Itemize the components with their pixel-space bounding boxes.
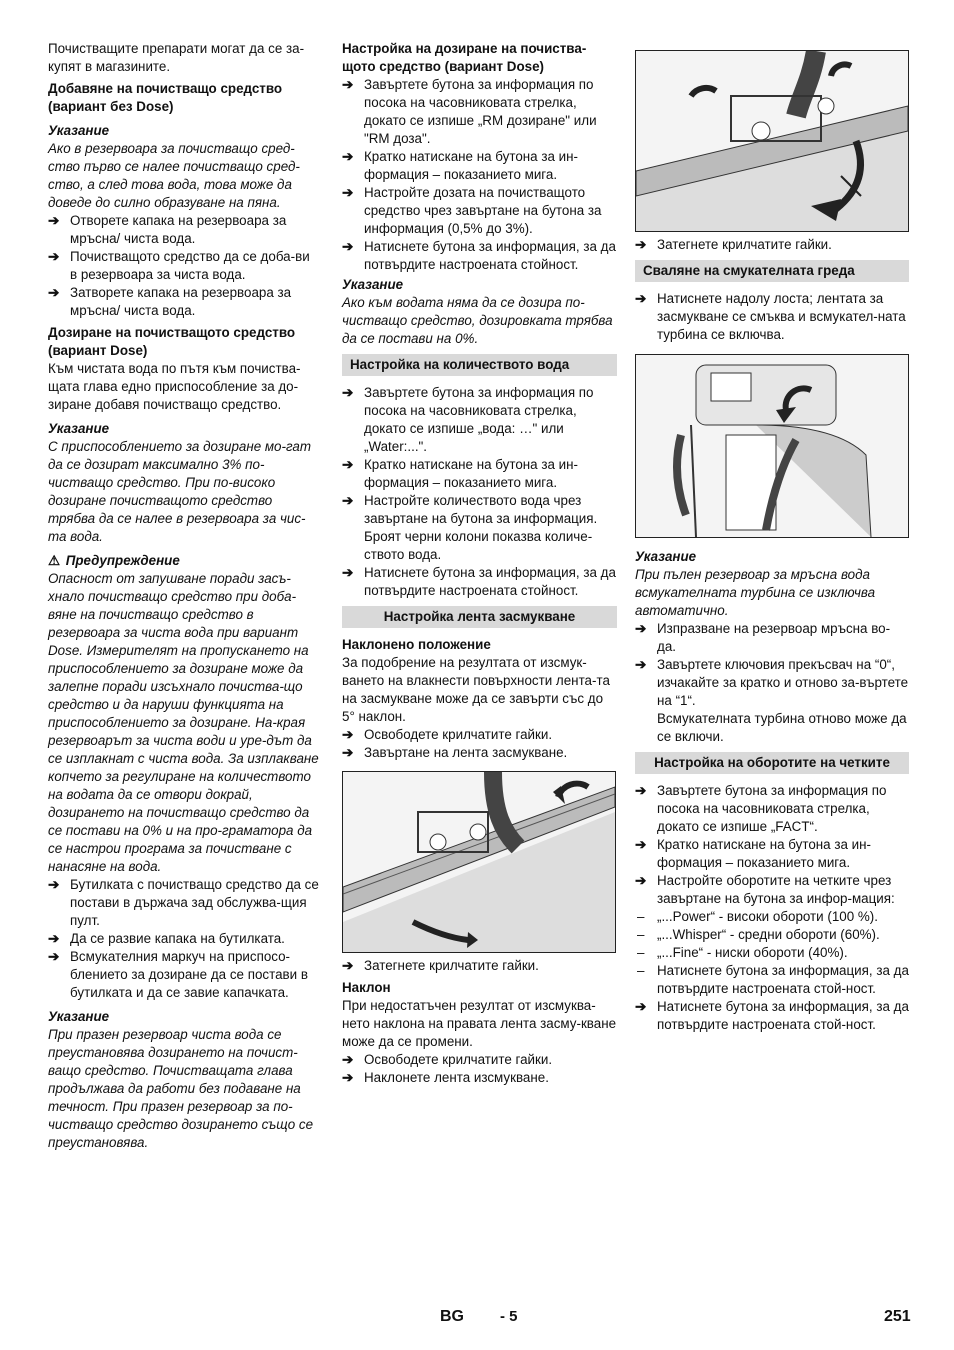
dash-item: – „...Fine“ - ниски обороти (40%). [637, 945, 848, 960]
step: ➔ Всмукателния маркуч на приспосо-блението за дозиране да се постави в бутилката и да се завие капачката. [48, 949, 308, 1000]
dash-item: – Натиснете бутона за информация, за да потвърдите настроената стой-ност. [637, 963, 909, 996]
dash-icon: – [637, 909, 645, 924]
arrow-icon: ➔ [635, 621, 647, 636]
step: ➔ Натиснете бутона за информация, за да потвърдите настроената стой-ност. [635, 999, 909, 1032]
heading-inclined: Наклонено положение [342, 637, 491, 652]
arrow-icon: ➔ [48, 213, 60, 228]
arrow-icon: ➔ [635, 657, 647, 672]
step: ➔ Завъртете ключовия прекъсвач на “0“, изчакайте за кратко и отново за-въртете на “1“. [635, 657, 909, 708]
arrow-icon: ➔ [342, 185, 354, 200]
after-text: Всмукателната турбина отново може да се включи. [657, 711, 907, 744]
step: ➔ Почистващото средство да се доба-ви в резервоара за чиста вода. [48, 249, 310, 282]
warning-icon: ⚠ [48, 553, 61, 568]
arrow-icon: ➔ [342, 1070, 354, 1085]
arrow-icon: ➔ [342, 727, 354, 742]
dash-item: – „...Power“ - високи обороти (100 %). [637, 909, 878, 924]
step: ➔ Натиснете бутона за информация, за да потвърдите настроената стойност. [342, 239, 616, 272]
note-label: Указание [48, 123, 110, 138]
column-2 [342, 40, 617, 1087]
arrow-icon: ➔ [48, 877, 60, 892]
warning-heading: ⚠ Предупреждение [48, 553, 180, 568]
arrow-icon: ➔ [342, 565, 354, 580]
arrow-icon: ➔ [635, 999, 647, 1014]
step: ➔ Настройте оборотите на четките чрез завъртане на бутона за инфор-мация: [635, 873, 895, 906]
step: ➔ Настройте дозата на почистващото средство чрез завъртане на бутона за информация (0,5% до 3%). [342, 185, 602, 236]
arrow-icon: ➔ [342, 149, 354, 164]
step: ➔ Завъртете бутона за информация по посока на часовниковата стрелка, докато се изпише „RM дозиране" или "RM доза". [342, 77, 597, 146]
step: ➔ Освободете крилчатите гайки. [342, 1052, 553, 1067]
arrow-icon: ➔ [342, 493, 354, 508]
step: ➔ Завъртете бутона за информация по посока на часовниковата стрелка, докато се изпише „FACT“. [635, 783, 887, 834]
dash-icon: – [637, 927, 645, 942]
heading-add-detergent: Добавяне на почистващо средство (вариант без Dose) [48, 81, 283, 114]
figure-suction-bar-tilt [635, 50, 909, 232]
arrow-icon: ➔ [342, 239, 354, 254]
step: ➔ Кратко натискане на бутона за ин-формация – показанието мига. [635, 837, 871, 870]
arrow-icon: ➔ [48, 249, 60, 264]
note-text: При празен резервоар чиста вода се преустановява дозирането на почист-ващо средство. Почистващата глава продължава да работи без подаване на течност. При празен резервоар за по-чистващо средство дозирането също се преустановява. [48, 1027, 314, 1150]
arrow-icon: ➔ [342, 745, 354, 760]
note-label: Указание [48, 1009, 110, 1024]
dose-text: Към чистата вода по пътя към почиства-щата глава едно приспособление за до-зиране добавя почистващо средство. [48, 361, 301, 412]
step: ➔ Затегнете крилчатите гайки. [635, 237, 832, 252]
section-brush-speed: Настройка на оборотите на четките [635, 752, 909, 774]
step: ➔ Завъртете бутона за информация по посока на часовниковата стрелка, докато се изпише „вода: …" или „Water:...". [342, 385, 594, 454]
step: ➔ Настройте количеството вода чрез завъртане на бутона за информация. Броят черни колони показва количе-ството вода. [342, 493, 598, 562]
step: ➔ Натиснете надолу лоста; лентата за засмукване се смъква и всмукател-ната турбина се включва. [635, 291, 906, 342]
step: ➔ Освободете крилчатите гайки. [342, 727, 553, 742]
note-label: Указание [635, 549, 697, 564]
step: ➔ Кратко натискане на бутона за ин-формация – показанието мига. [342, 457, 578, 490]
heading-dose-setting: Настройка на дозиране на почиства-щото средство (вариант Dose) [342, 41, 587, 74]
note-label: Указание [342, 277, 404, 292]
arrow-icon: ➔ [342, 77, 354, 92]
step: ➔ Наклонете лента изсмукване. [342, 1070, 549, 1085]
arrow-icon: ➔ [342, 1052, 354, 1067]
figure-machine-lever [635, 354, 909, 538]
step: ➔ Изпразване на резервоар мръсна во-да. [635, 621, 891, 654]
step: ➔ Кратко натискане на бутона за ин-формация – показанието мига. [342, 149, 578, 182]
intro-text: Почистващите препарати могат да се за-купят в магазините. [48, 41, 305, 74]
arrow-icon: ➔ [48, 931, 60, 946]
footer-section-page: - 5 [500, 1308, 518, 1325]
arrow-icon: ➔ [635, 237, 647, 252]
step: ➔ Да се развие капака на бутилката. [48, 931, 285, 946]
heading-tilt: Наклон [342, 980, 391, 995]
arrow-icon: ➔ [635, 837, 647, 852]
heading-dose: Дозиране на почистващото средство (вариант Dose) [48, 325, 296, 358]
dash-icon: – [637, 963, 645, 978]
note-text: С приспособлението за дозиране мо-гат да се дозират максимално 3% по-чистващо средство. При по-високо дозиране почистващото средство трябва да се налее в резервоара за чис-та вода. [48, 439, 312, 544]
arrow-icon: ➔ [635, 873, 647, 888]
column-1 [48, 40, 320, 1152]
step: ➔ Отворете капака на резервоара за мръсна/ чиста вода. [48, 213, 287, 246]
inclined-text: За подобрение на резултата от изсмук-ването на влакнести повърхности лента-та на засмукване може да се завърти със до 5° наклон. [342, 655, 610, 724]
arrow-icon: ➔ [342, 958, 354, 973]
arrow-icon: ➔ [635, 783, 647, 798]
step: ➔ Завъртане на лента засмукване. [342, 745, 568, 760]
tilt-text: При недостатъчен резултат от изсмуква-нето наклона на правата лента засму-кване може да се промени. [342, 998, 617, 1049]
dash-icon: – [637, 945, 645, 960]
note-text: При пълен резервоар за мръсна вода всмукателната турбина се изключва автоматично. [635, 567, 876, 618]
arrow-icon: ➔ [635, 291, 647, 306]
section-suction-bar: Настройка лента засмукване [342, 606, 617, 628]
note-text: Ако към водата няма да се дозира по-чистващо средство, дозировката трябва да се постави на 0%. [342, 295, 613, 346]
footer-language: BG [440, 1308, 464, 1325]
section-lower-suction-bar: Сваляне на смукателната греда [635, 260, 909, 282]
arrow-icon: ➔ [342, 385, 354, 400]
step: ➔ Натиснете бутона за информация, за да потвърдите настроената стойност. [342, 565, 616, 598]
arrow-icon: ➔ [342, 457, 354, 472]
arrow-icon: ➔ [48, 285, 60, 300]
step: ➔ Бутилката с почистващо средство да се постави в държача зад обслужва-щия пулт. [48, 877, 319, 928]
note-text: Ако в резервоара за почистващо сред-ство първо се налее почистващо сред-ство, а след това вода, това може да доведе до силно образуване на пяна. [48, 141, 300, 210]
note-label: Указание [48, 421, 110, 436]
warning-text: Опасност от запушване поради засъ-хнало почистващо средство при доба-вяне на почистващо средство в резервоара за чиста вода при вариант Dose. Измерителят на пропускането на приспособлението за дозиране може да залепне поради изсъхнало почиства-що средство и да наруши функцията на приспособлението за дозиране. На-края резервоарът за чиста води и уре-дът да се изплакнат с чиста вода. За изплакване копчето за регулиране на количеството на водата да се отвори докрай, дозирането на почистващо средство да се постави на 0% и на про-граматора да се настрои програма за почистване с нанасяне на вода. [48, 571, 319, 874]
section-water-amount: Настройка на количеството вода [342, 354, 617, 376]
column-3 [635, 40, 909, 1034]
figure-suction-bar-rotate [342, 771, 616, 953]
step: ➔ Затегнете крилчатите гайки. [342, 958, 539, 973]
arrow-icon: ➔ [48, 949, 60, 964]
dash-item: – „...Whisper“ - средни обороти (60%). [637, 927, 880, 942]
footer-page-number: 251 [884, 1308, 911, 1325]
step: ➔ Затворете капака на резервоара за мръсна/ чиста вода. [48, 285, 292, 318]
